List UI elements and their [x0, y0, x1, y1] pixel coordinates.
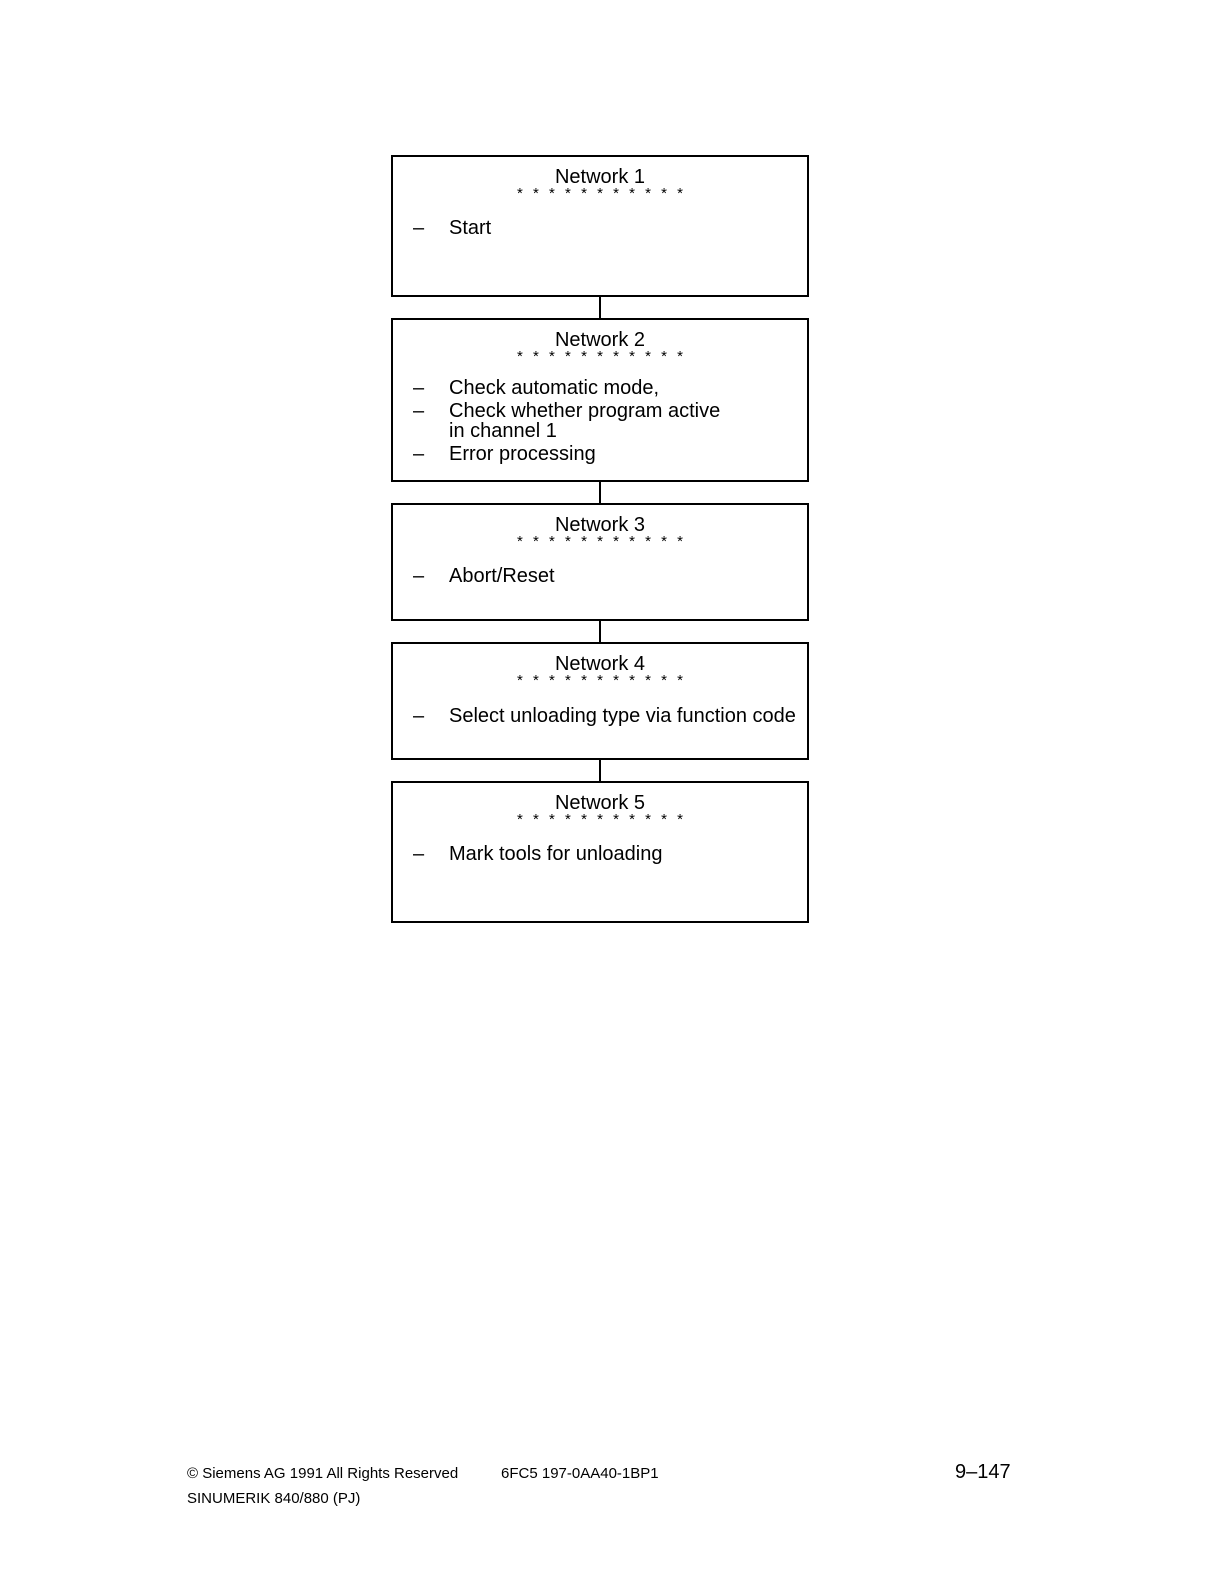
footer-copyright: © Siemens AG 1991 All Rights Reserved — [187, 1465, 459, 1482]
network-item — [413, 401, 797, 441]
network-item — [413, 844, 797, 864]
network-title: Network 5 — [554, 792, 646, 814]
network-stars: * * * * * * * * * * * — [517, 672, 686, 689]
connector-line — [599, 482, 601, 503]
network-item — [413, 378, 797, 398]
item-text: Abort/Reset — [449, 565, 555, 587]
network-item — [413, 218, 797, 238]
item-text: Check automatic mode, — [449, 377, 660, 399]
network-items — [413, 378, 797, 467]
network-box-3 — [391, 503, 809, 621]
network-stars: * * * * * * * * * * * — [517, 811, 686, 828]
network-title: Network 2 — [554, 329, 646, 351]
item-text: Mark tools for unloading — [449, 843, 663, 865]
item-dash: – — [413, 443, 425, 465]
network-items — [413, 706, 797, 729]
item-text: Error processing — [449, 443, 596, 465]
item-text: Check whether program active in channel 1 — [449, 400, 721, 442]
network-item — [413, 444, 797, 464]
item-dash: – — [413, 400, 425, 422]
network-item — [413, 706, 797, 726]
network-stars: * * * * * * * * * * * — [517, 348, 686, 365]
network-items — [413, 566, 797, 589]
network-stars: * * * * * * * * * * * — [517, 185, 686, 202]
connector-line — [599, 297, 601, 318]
footer-product: SINUMERIK 840/880 (PJ) — [187, 1490, 361, 1507]
network-box-5 — [391, 781, 809, 923]
network-box-1 — [391, 155, 809, 297]
network-items — [413, 218, 797, 241]
network-title: Network 3 — [554, 514, 646, 536]
item-dash: – — [413, 377, 425, 399]
footer-order-number: 6FC5 197-0AA40-1BP1 — [501, 1465, 659, 1482]
network-box-2 — [391, 318, 809, 482]
item-dash: – — [413, 565, 425, 587]
connector-line — [599, 760, 601, 781]
connector-line — [599, 621, 601, 642]
network-title: Network 4 — [554, 653, 646, 675]
network-items — [413, 844, 797, 867]
item-dash: – — [413, 217, 425, 239]
item-text: Start — [449, 217, 492, 239]
page-number: 9–147 — [955, 1461, 1011, 1483]
network-box-4 — [391, 642, 809, 760]
item-dash: – — [413, 705, 425, 727]
network-item — [413, 566, 797, 586]
item-text: Select unloading type via function code — [449, 705, 796, 727]
item-dash: – — [413, 843, 425, 865]
network-title: Network 1 — [554, 166, 646, 188]
network-stars: * * * * * * * * * * * — [517, 533, 686, 550]
